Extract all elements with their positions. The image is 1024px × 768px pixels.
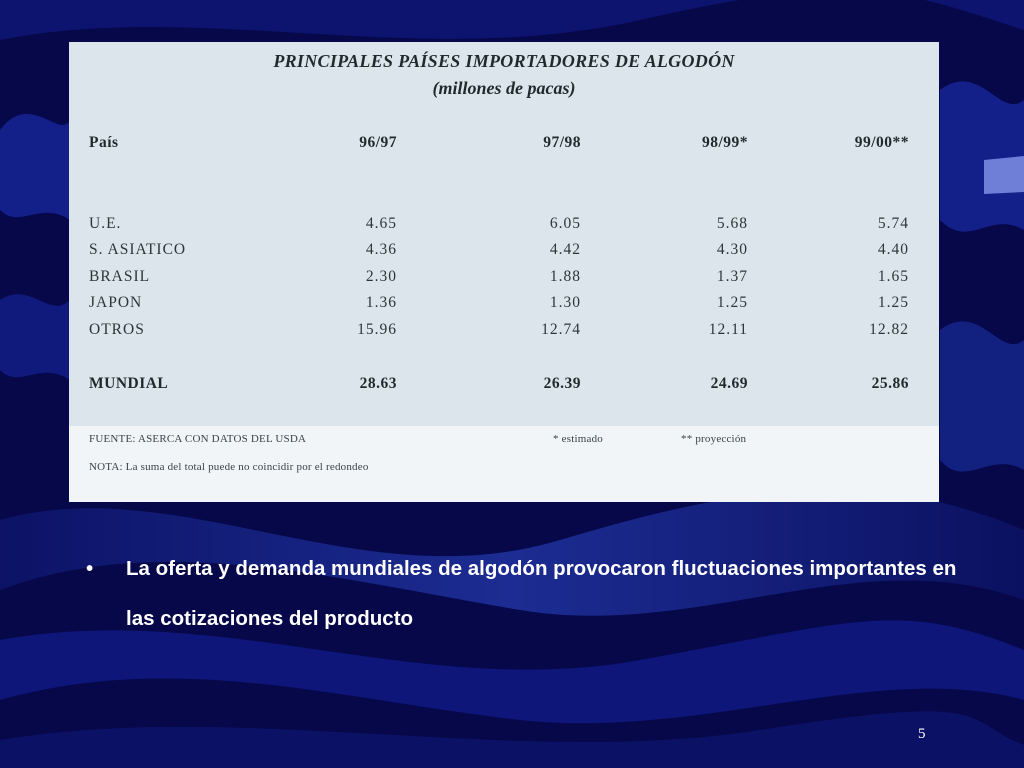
row-value: 1.65 [877,268,909,285]
row-country: JAPON [89,294,143,311]
header-99-00: 99/00** [854,134,909,151]
row-value: 12.82 [869,321,909,338]
table-header-row [69,134,939,158]
row-value: 12.74 [541,321,581,338]
cotton-importers-table [69,42,939,502]
table-title: PRINCIPALES PAÍSES IMPORTADORES DE ALGODÓN [273,51,735,71]
table-note: NOTA: La suma del total puede no coincidir por el redondeo [89,461,369,473]
row-value: 4.30 [716,241,748,258]
header-98-99: 98/99* [701,134,748,151]
row-value: 1.30 [549,294,581,311]
bullet-marker: • [86,557,94,580]
total-label: MUNDIAL [89,375,169,392]
header-96-97: 96/97 [359,134,397,151]
row-value: 4.65 [365,215,397,232]
bullet-text: La oferta y demanda mundiales de algodón provocaron fluctuaciones importantes en las cotizaciones del producto [126,557,957,630]
table-source: FUENTE: ASERCA CON DATOS DEL USDA [89,433,307,445]
row-value: 4.40 [877,241,909,258]
row-country: OTROS [89,321,145,338]
table-row [69,321,939,345]
row-value: 1.37 [716,268,748,285]
row-value: 6.05 [549,215,581,232]
total-value: 25.86 [871,375,909,392]
table-subtitle: (millones de pacas) [432,78,576,98]
row-value: 1.88 [549,268,581,285]
page-number: 5 [918,726,926,742]
row-value: 5.74 [877,215,909,232]
total-value: 24.69 [710,375,748,392]
row-value: 12.11 [708,321,748,338]
row-value: 1.25 [716,294,748,311]
row-country: BRASIL [89,268,151,285]
row-value: 1.36 [365,294,397,311]
note-estimated: * estimado [553,433,603,445]
note-projection: ** proyección [681,433,747,445]
table-row [69,294,939,318]
row-country: U.E. [89,215,122,232]
table-row [69,215,939,239]
header-97-98: 97/98 [543,134,581,151]
row-value: 2.30 [365,268,397,285]
table-row [69,241,939,265]
table-row [69,268,939,292]
row-value: 4.36 [365,241,397,258]
row-value: 15.96 [357,321,397,338]
row-value: 4.42 [549,241,581,258]
row-value: 5.68 [716,215,748,232]
total-value: 28.63 [359,375,397,392]
row-value: 1.25 [877,294,909,311]
total-value: 26.39 [543,375,581,392]
table-total-row [69,375,939,399]
header-pais: País [89,134,119,151]
row-country: S. ASIATICO [89,241,187,258]
